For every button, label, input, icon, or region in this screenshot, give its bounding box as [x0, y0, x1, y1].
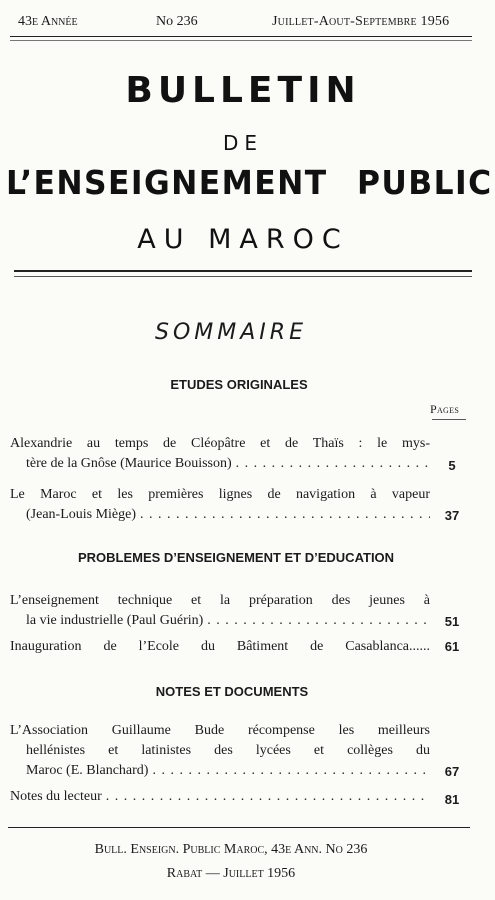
- toc-entry: [10, 434, 430, 474]
- page-number: 51: [444, 614, 460, 629]
- page-number: 37: [444, 508, 460, 523]
- masthead-rule: [14, 270, 472, 272]
- masthead-bulletin: BULLETIN: [125, 70, 361, 111]
- issue-year: 43e Année: [18, 14, 78, 29]
- issue-date: Juillet-Aout-Septembre 1956: [272, 14, 450, 29]
- toc-entry-line: Notes du lecteur: [10, 789, 102, 804]
- toc-entry-line: Le Maroc et les premières lignes de navigation à vapeur: [10, 487, 430, 502]
- page-number: 81: [444, 792, 460, 807]
- masthead-de: DE: [222, 131, 264, 155]
- footer-rule: [8, 827, 470, 828]
- leader-dots: [207, 611, 430, 631]
- toc-entry: [10, 591, 430, 631]
- toc-entry-line: (Jean-Louis Miège): [26, 507, 137, 522]
- toc-entry: [10, 721, 430, 781]
- leader-dots: [106, 787, 430, 807]
- header-rule: [10, 36, 472, 37]
- toc-entry-line: Alexandrie au temps de Cléopâtre et de Thaïs : le mys-: [10, 436, 430, 451]
- leader-dots: [236, 454, 430, 474]
- toc-entry: [10, 787, 430, 807]
- toc-entry-line: la vie industrielle (Paul Guérin): [26, 613, 204, 628]
- pages-label-rule: [432, 419, 466, 420]
- page-number: 5: [448, 458, 456, 473]
- toc-entry-line: Inauguration de l’Ecole du Bâtiment de Casablanca......: [10, 639, 430, 654]
- masthead-enseignement-public: L’ENSEIGNEMENT PUBLIC: [6, 163, 493, 202]
- footer-citation: Bull. Enseign. Public Maroc, 43e Ann. No 236: [94, 842, 368, 857]
- sommaire-title: SOMMAIRE: [155, 320, 307, 345]
- leader-dots: [140, 505, 430, 525]
- toc-entry-line: L’Association Guillaume Bude récompense les meilleurs: [10, 723, 430, 738]
- footer-place-date: Rabat — Juillet 1956: [166, 866, 296, 881]
- page-number: 67: [444, 764, 460, 779]
- section-heading-etudes: ETUDES ORIGINALES: [170, 377, 308, 392]
- masthead-rule-secondary: [14, 276, 472, 277]
- section-heading-notes: NOTES ET DOCUMENTS: [155, 684, 309, 699]
- masthead-au-maroc: AU MAROC: [137, 224, 349, 255]
- toc-entry-line: tère de la Gnôse (Maurice Bouisson): [26, 456, 232, 471]
- page-number: 61: [444, 639, 460, 654]
- toc-entry-line: hellénistes et latinistes des lycées et collèges du: [26, 743, 430, 758]
- leader-dots: [152, 761, 430, 781]
- toc-entry-line: L’enseignement technique et la préparation des jeunes à: [10, 593, 430, 608]
- pages-label: Pages: [430, 402, 460, 416]
- toc-entry-line: Maroc (E. Blanchard): [26, 763, 149, 778]
- toc-entry: [10, 485, 430, 525]
- header-rule-secondary: [10, 40, 472, 41]
- section-heading-problemes: PROBLEMES D’ENSEIGNEMENT ET D’EDUCATION: [77, 550, 395, 565]
- issue-number: No 236: [156, 14, 198, 29]
- toc-entry: [10, 637, 430, 657]
